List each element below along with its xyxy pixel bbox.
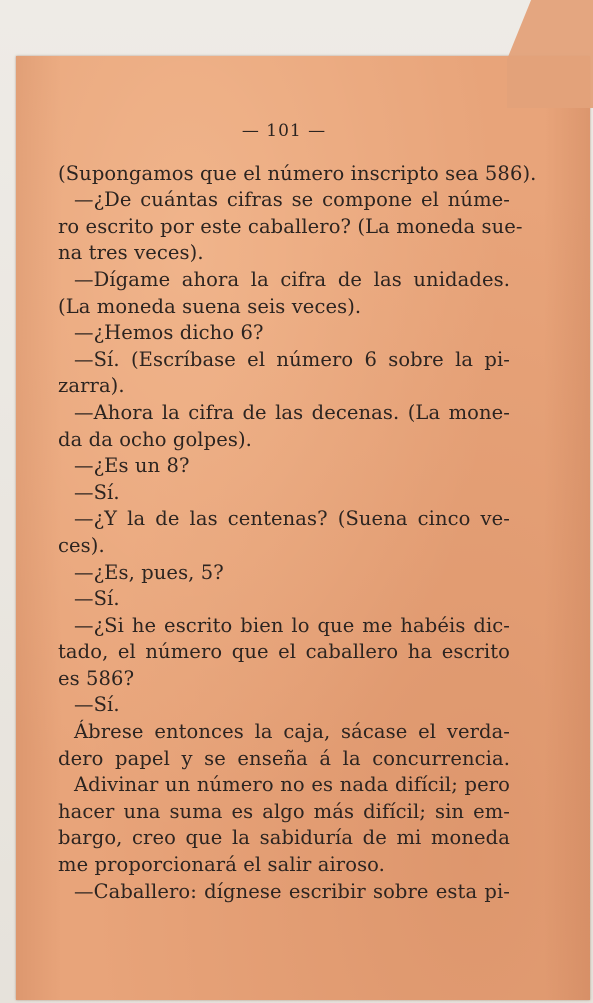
- text-line: ces).: [58, 533, 105, 557]
- text-line: me proporcionará el salir airoso.: [58, 853, 385, 877]
- text-line: (La moneda suena seis veces).: [58, 294, 362, 318]
- text-line: dero papel y se enseña á la concurrencia.: [58, 746, 510, 770]
- text-line: —¿Hemos dicho 6?: [74, 321, 264, 345]
- text-line: Adivinar un número no es nada difícil; pero: [74, 773, 510, 797]
- page-content: [58, 118, 537, 905]
- text-line: —Ahora la cifra de las decenas. (La mone-: [74, 400, 510, 424]
- text-line: es 586?: [58, 666, 135, 690]
- text-line: bargo, creo que la sabiduría de mi moneda: [58, 826, 510, 850]
- text-line: —Sí. (Escríbase el número 6 sobre la pi-: [74, 347, 510, 371]
- text-line: hacer una suma es algo más difícil; sin em-: [58, 799, 510, 823]
- text-body: [58, 161, 537, 906]
- page-number: — 101 —: [241, 121, 327, 141]
- text-line: —¿Es, pues, 5?: [74, 560, 224, 584]
- text-line: —Sí.: [74, 693, 120, 717]
- text-line: —¿Y la de las centenas? (Suena cinco ve-: [74, 507, 510, 531]
- text-line: Ábrese entonces la caja, sácase el verda-: [74, 720, 510, 744]
- text-line: —Sí.: [74, 587, 120, 611]
- text-line: da da ocho golpes).: [58, 427, 252, 451]
- text-line: —Caballero: dígnese escribir sobre esta pi-: [74, 879, 510, 903]
- text-line: —Sí.: [74, 480, 120, 504]
- text-line: ro escrito por este caballero? (La moneda sue-: [58, 214, 523, 238]
- text-line: tado, el número que el caballero ha escrito: [58, 640, 510, 664]
- text-line: —¿Es un 8?: [74, 454, 190, 478]
- text-line: —¿Si he escrito bien lo que me habéis dic-: [74, 613, 510, 637]
- text-line: —¿De cuántas cifras se compone el núme-: [74, 188, 510, 212]
- text-line: —Dígame ahora la cifra de las unidades.: [74, 267, 510, 291]
- text-line: (Supongamos que el número inscripto sea 586).: [58, 161, 537, 185]
- text-line: na tres veces).: [58, 241, 204, 265]
- text-line: zarra).: [58, 374, 125, 398]
